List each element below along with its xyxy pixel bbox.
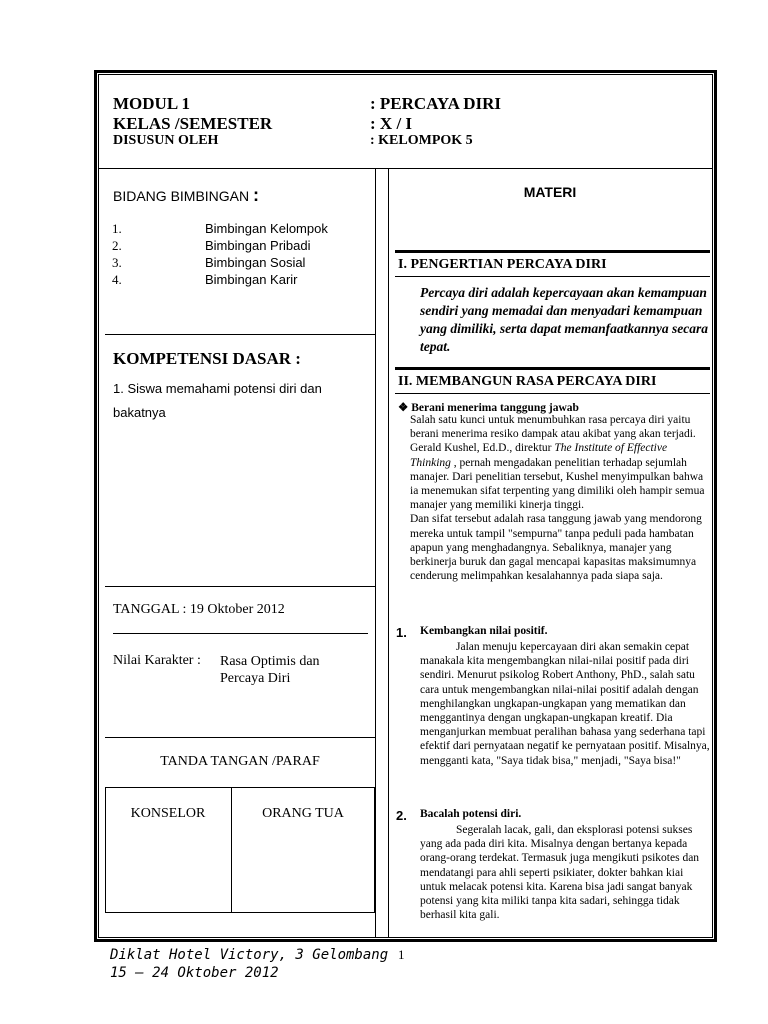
diamond-bullet-icon: ❖ (398, 402, 409, 414)
kelas-value: : X / I (370, 114, 413, 133)
percaya-diri-definition: Percaya diri adalah kepercayaan akan kemampuan sendiri yang memadai dan menyadari kemampuan yang dimiliki, serta dapat memanfaatkannya secara tepat. (420, 285, 709, 354)
list-item (112, 237, 362, 254)
section1-rule (395, 250, 710, 253)
nilai-karakter-label: Nilai Karakter : (113, 653, 201, 668)
bullet-title: Berani menerima tanggung jawab (411, 402, 579, 414)
tanggal-underline (113, 633, 368, 634)
bullet-text-2: , pernah mengadakan penelitian terhadap sejumlah manajer. Dari penelitian tersebut, Kushel menyimpulkan bahwa ia menemukan sifat terpenting yang dimiliki oleh hampir semua manajer yang memiliki kinerja tinggi. (410, 456, 705, 512)
left-divider-3 (105, 737, 375, 738)
tanda-tangan-title: TANDA TANGAN /PARAF (160, 754, 320, 769)
item-number: 1. (112, 221, 122, 236)
modul-value: : PERCAYA DIRI (370, 94, 501, 113)
list-item (112, 271, 362, 288)
item-label: Bimbingan Kelompok (205, 221, 328, 236)
section2-rule (395, 367, 710, 370)
item-number: 2. (112, 238, 122, 253)
bidang-list (112, 220, 362, 288)
list-item (112, 220, 362, 237)
item-label: Bimbingan Sosial (205, 255, 306, 270)
column-divider-left (375, 168, 376, 938)
footer (110, 946, 388, 982)
left-divider-1 (105, 334, 375, 335)
modul-label: MODUL 1 (113, 94, 190, 113)
kompetensi-dasar-text: 1. Siswa memahami potensi diri dan bakatnya (113, 381, 322, 420)
item-label: Bimbingan Pribadi (205, 238, 311, 253)
section2-underline (395, 393, 710, 394)
bidang-title-text: BIDANG BIMBINGAN (113, 188, 250, 204)
konselor-label: KONSELOR (130, 806, 206, 821)
section1-title: I. PENGERTIAN PERCAYA DIRI (398, 257, 607, 272)
item-number: 3. (112, 255, 122, 270)
kompetensi-dasar-title: KOMPETENSI DASAR : (113, 349, 301, 368)
bullet-text-italic: The Institute of Effective Thinking (410, 442, 668, 469)
item-label: Bimbingan Karir (205, 272, 298, 287)
item-title: Kembangkan nilai positif. (420, 625, 548, 637)
item-number: 2. (396, 808, 407, 823)
footer-line-2: 15 – 24 Oktober 2012 (110, 965, 279, 981)
nilai-karakter-value: Rasa Optimis dan Percaya Diri (220, 654, 320, 686)
column-divider-right (388, 168, 389, 938)
bullet-heading (398, 400, 579, 414)
materi-title: MATERI (523, 184, 577, 200)
left-divider-2 (105, 586, 375, 587)
section2-title: II. MEMBANGUN RASA PERCAYA DIRI (398, 374, 657, 389)
kelas-label: KELAS /SEMESTER (113, 114, 273, 133)
bidang-title-colon: : (253, 185, 260, 205)
disusun-value: : KELOMPOK 5 (370, 133, 473, 148)
tanggal-text: TANGGAL : 19 Oktober 2012 (113, 602, 285, 617)
bidang-bimbingan-title (113, 185, 259, 206)
orang-tua-label: ORANG TUA (262, 806, 344, 821)
list-item (112, 254, 362, 271)
header-divider (98, 168, 713, 169)
disusun-label: DISUSUN OLEH (113, 133, 219, 148)
bullet-text-3: Dan sifat tersebut adalah rasa tanggung jawab yang mendorong mereka untuk tampil "sempurna" tanpa peduli pada hambatan apapun yang menghadangnya. Sebaliknya, manajer yang berkinerja buruk dan gagal mencapai kapasitas maksimumnya cenderung melimpahkan kesalahannya pada siapa saja. (410, 513, 702, 583)
item-title: Bacalah potensi diri. (420, 808, 522, 820)
item-number: 1. (396, 625, 407, 640)
footer-line-1: Diklat Hotel Victory, 3 Gelombang (110, 947, 389, 963)
bullet-body (410, 413, 710, 583)
item2-text: Segeralah lacak, gali, dan eksplorasi potensi sukses yang ada pada diri kita. Misalnya dengan bertanya kepada orang-orang terdekat. Termasuk juga mengikuti psikotes dan mendatangi para ahli seperti psikiater, dokter bahkan kiai untuk melacak potensi kita. Karena bisa jadi sangat banyak potensi yang kita miliki tanpa kita sadari, sehingga tidak berhasil kita gali. (420, 824, 700, 922)
section1-underline (395, 276, 710, 277)
item-number: 4. (112, 272, 122, 287)
bullet-text-1: Salah satu kunci untuk menumbuhkan rasa percaya diri yaitu berani menerima resiko dampak atau akibat yang akan terjadi. Gerald Kushel, Ed.D., direktur (410, 414, 696, 455)
page-number: 1 (398, 947, 405, 962)
item1-text: Jalan menuju kepercayaan diri akan semakin cepat manakala kita mengembangkan nilai-nilai positif pada diri sendiri. Menurut psikolog Robert Anthony, PhD., salah satu cara untuk mengembangkan nilai-nilai positif adalah dengan menghilangkan ungkapan-ungkapan yang mematikan dan menggantinya dengan ungkapan-ungkapan kreatif. Dia menganjurkan membuat peralihan bahasa yang sederhana tapi efektif dari pernyataan negatif ke pernyataan positif. Misalnya, mengganti kata, "Saya tidak bisa," menjadi, "Saya bisa!" (420, 641, 710, 767)
